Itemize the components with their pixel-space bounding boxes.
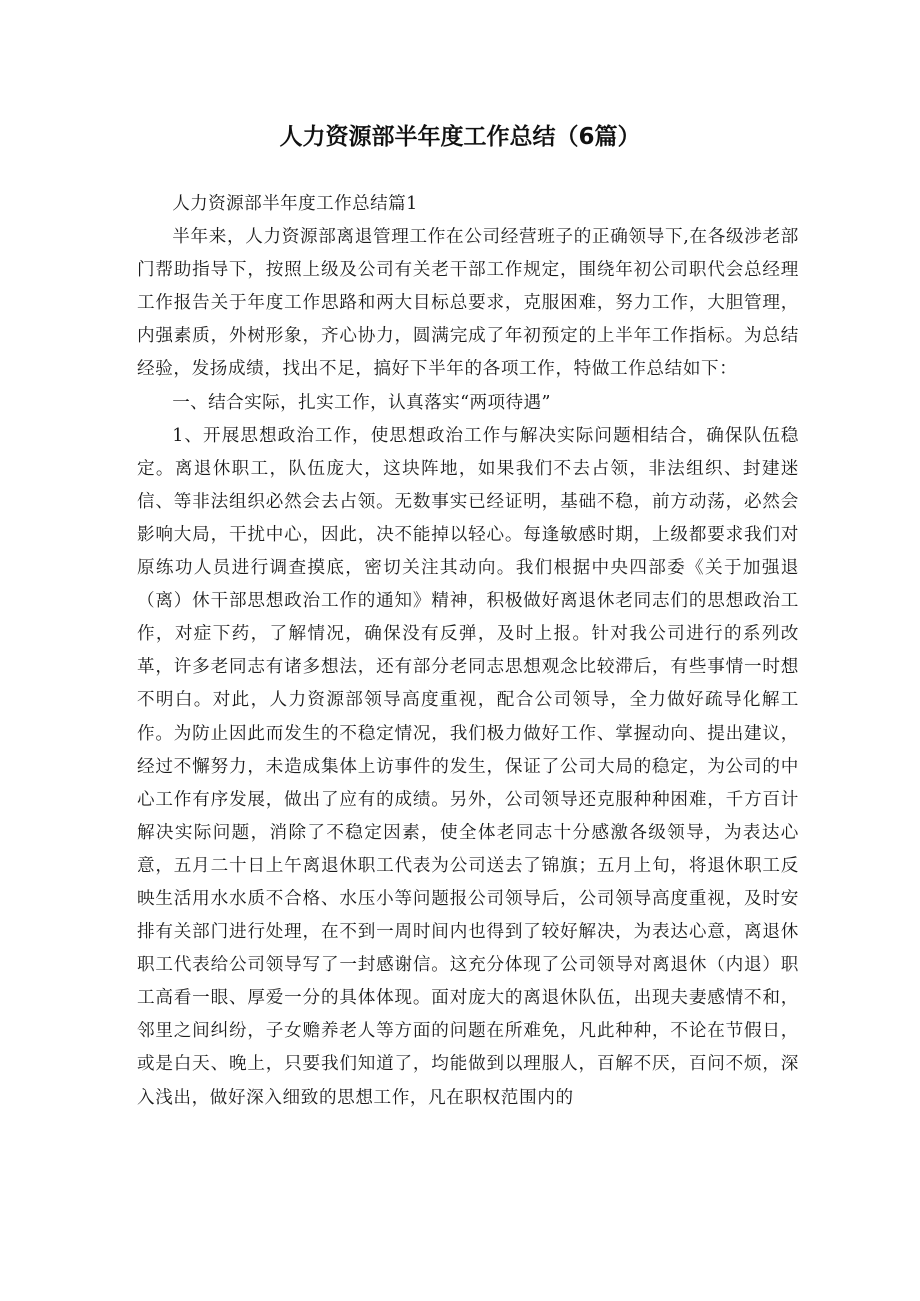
document-body	[137, 188, 799, 1115]
paragraph-item-one: 1、开展思想政治工作，使思想政治工作与解决实际问题相结合，确保队伍稳定。离退休职工，队伍庞大，这块阵地，如果我们不去占领，非法组织、封建迷信、等非法组织必然会去占领。无数事实已经证明，基础不稳，前方动荡，必然会影响大局，干扰中心，因此，决不能掉以轻心。每逢敏感时期，上级都要求我们对原练功人员进行调查摸底，密切关注其动向。我们根据中央四部委《关于加强退（离）休干部思想政治工作的通知》精神，积极做好离退休老同志们的思想政治工作，对症下药，了解情况，确保没有反弹，及时上报。针对我公司进行的系列改革，许多老同志有诸多想法，还有部分老同志思想观念比较滞后，有些事情一时想不明白。对此，人力资源部领导高度重视，配合公司领导，全力做好疏导化解工作。为防止因此而发生的不稳定情况，我们极力做好工作、掌握动向、提出建议，经过不懈努力，未造成集体上访事件的发生，保证了公司大局的稳定，为公司的中心工作有序发展，做出了应有的成绩。另外，公司领导还克服种种困难，千方百计解决实际问题，消除了不稳定因素，使全体老同志十分感激各级领导，为表达心意，五月二十日上午离退休职工代表为公司送去了锦旗；五月上旬，将退休职工反映生活用水水质不合格、水压小等问题报公司领导后，公司领导高度重视，及时安排有关部门进行处理，在不到一周时间内也得到了较好解决，为表达心意，离退休职工代表给公司领导写了一封感谢信。这充分体现了公司领导对离退休（内退）职工高看一眼、厚爱一分的具体体现。面对庞大的离退休队伍，出现夫妻感情不和，邻里之间纠纷，子女赡养老人等方面的问题在所难免，凡此种种，不论在节假日，或是白天、晚上，只要我们知道了，均能做到以理服人，百解不厌，百问不烦，深入浅出，做好深入细致的思想工作，凡在职权范围内的	[137, 425, 799, 1108]
paragraph-intro: 半年来，人力资源部离退管理工作在公司经营班子的正确领导下,在各级涉老部门帮助指导下，按照上级及公司有关老干部工作规定，围绕年初公司职代会总经理工作报告关于年度工作思路和两大目标总要求，克服困难，努力工作，大胆管理，内强素质，外树形象，齐心协力，圆满完成了年初预定的上半年工作指标。为总结经验，发扬成绩，找出不足，搞好下半年的各项工作，特做工作总结如下：	[137, 227, 799, 380]
document-title: 人力资源部半年度工作总结（6篇）	[279, 124, 641, 150]
paragraph-heading-one: 一、结合实际，扎实工作，认真落实“两项待遇”	[172, 392, 551, 413]
section-title: 人力资源部半年度工作总结篇1	[172, 194, 418, 214]
